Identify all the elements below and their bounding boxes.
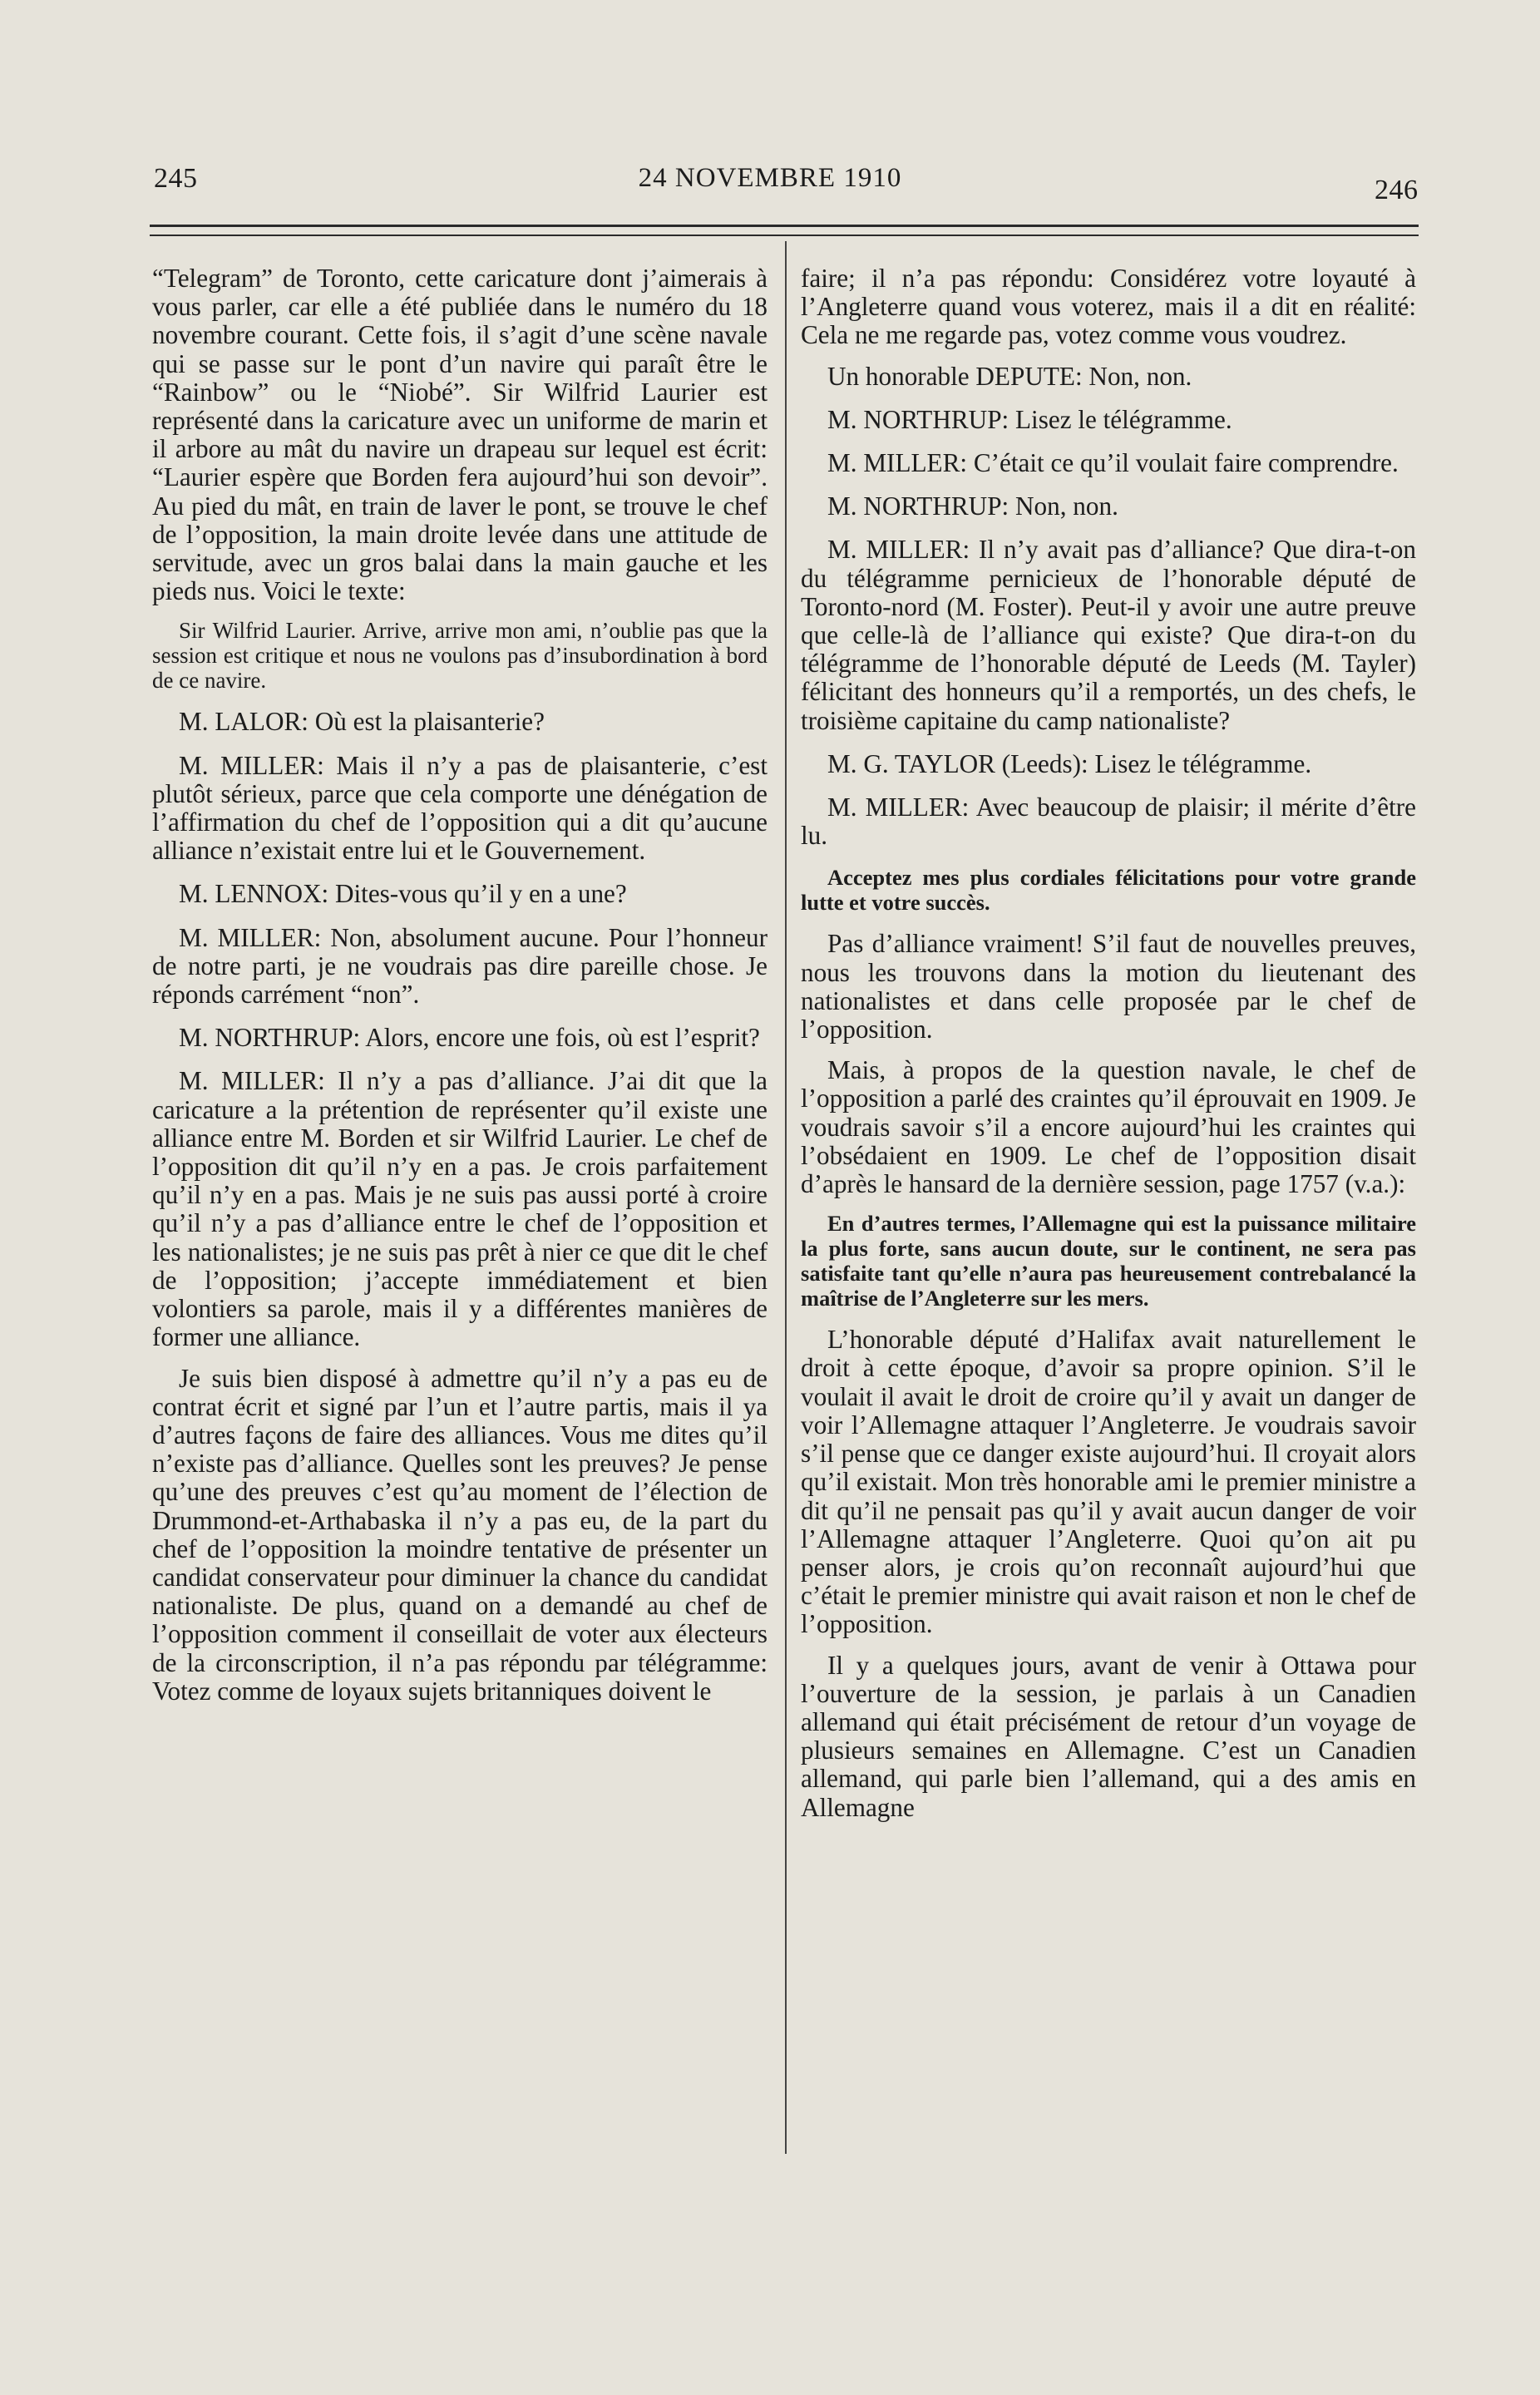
left-column xyxy=(152,264,768,1718)
paragraph: M. NORTHRUP: Lisez le télégramme. xyxy=(827,404,1232,434)
paragraph: M. MILLER: Il n’y a pas d’alliance. J’ai dit que la caricature a la prétention de représenter qu’il existe une alliance entre M. Borden et sir Wilfrid Laurier. Le chef de l’opposition dit qu’il n’y en a pas. Je crois parfaitement qu’il n’y en a pas. Mais je ne suis pas aussi porté à croire qu’il n’y a pas d’alliance entre le chef de l’opposition et les nationalistes; je ne suis pas prêt à nier ce que dit le chef de l’opposition; j’accepte immédiatement et bien volontiers sa parole, mais il y a différentes manières de former une alliance. xyxy=(152,1066,768,1352)
column-divider xyxy=(785,241,787,2154)
page-number-left: 245 xyxy=(154,163,198,194)
paragraph: M. MILLER: Avec beaucoup de plaisir; il mérite d’être lu. xyxy=(801,793,1416,851)
paragraph: Pas d’alliance vraiment! S’il faut de nouvelles preuves, nous les trouvons dans la motion du lieutenant des nationalistes et dans celle proposée par le chef de l’opposition. xyxy=(801,929,1416,1044)
paragraph: Je suis bien disposé à admettre qu’il n’y a pas eu de contrat écrit et signé par l’un et l’autre partis, mais il ya d’autres façons de faire des alliances. Vous me dites qu’il n’existe pas d’alliance. Quelles sont les preuves? Je pense qu’une des preuves c’est qu’au moment de l’élection de Drummond-et-Arthabaska il n’y a pas eu, de la part du chef de l’opposition la moindre tentative de présenter un candidat conservateur pour diminuer la chance du candidat nationaliste. De plus, quand on a demandé au chef de l’opposition comment il conseillait de voter aux électeurs de la circonscription, il n’a pas répondu par télégramme: Votez comme de loyaux sujets britanniques doivent le xyxy=(152,1363,768,1706)
page-date-header: 24 NOVEMBRE 1910 xyxy=(638,163,902,193)
quoted-text: Sir Wilfrid Laurier. Arrive, arrive mon ami, n’oublie pas que la session est critique et nous ne voulons pas d’insubordination à bord de ce navire. xyxy=(152,618,768,694)
paragraph: “Telegram” de Toronto, cette caricature dont j’aimerais à vous parler, car elle a été publiée dans le numéro du 18 novembre courant. Cette fois, il s’agit d’une scène navale qui se passe sur le pont d’un navire qui paraît être le “Rainbow” ou le “Niobé”. Sir Wilfrid Laurier est représenté dans la caricature avec un uniforme de marin et il arbore au mât du navire un drapeau sur lequel est écrit: “Laurier espère que Borden fera aujourd’hui son devoir”. Au pied du mât, en train de laver le pont, se trouve le chef de l’opposition, la main droite levée dans une attitude de servitude, avec un gros balai dans la main gauche et les pieds nus. Voici le texte: xyxy=(152,264,768,606)
paragraph: Mais, à propos de la question navale, le chef de l’opposition a parlé des craintes qu’il éprouvait en 1909. Je voudrais savoir s’il a encore aujourd’hui les craintes qui l’obsédaient en 1909. Le chef de l’opposition disait d’après le hansard de la dernière session, page 1757 (v.a.): xyxy=(801,1055,1416,1199)
paragraph: M. MILLER: Il n’y avait pas d’alliance? Que dira-t-on du télégramme pernicieux de l’honorable député de Toronto-nord (M. Foster). Peut-il y avoir une autre preuve que celle-là de l’alliance qui existe? Que dira-t-on du télégramme de l’honorable député de Leeds (M. Tayler) félicitant des honneurs qu’il a remportés, un des chefs, le troisième capitaine du camp nationaliste? xyxy=(801,535,1416,735)
paragraph: M. LENNOX: Dites-vous qu’il y en a une? xyxy=(179,879,627,909)
header-rule-top xyxy=(150,225,1419,227)
header-rule-bottom xyxy=(150,235,1419,236)
paragraph: Il y a quelques jours, avant de venir à Ottawa pour l’ouverture de la session, je parlais à un Canadien allemand qui était précisément de retour d’un voyage de plusieurs semaines en Allemagne. C’est un Canadien allemand, qui parle bien l’allemand, qui a des amis en Allemagne xyxy=(801,1650,1416,1822)
page-number-right: 246 xyxy=(1375,175,1419,205)
paragraph: M. NORTHRUP: Non, non. xyxy=(827,491,1118,521)
paragraph: M. G. TAYLOR (Leeds): Lisez le télégramme. xyxy=(827,748,1312,778)
quoted-text: Acceptez mes plus cordiales félicitations pour votre grande lutte et votre succès. xyxy=(801,865,1416,916)
paragraph: M. NORTHRUP: Alors, encore une fois, où est l’esprit? xyxy=(179,1023,760,1053)
paragraph: M. MILLER: C’était ce qu’il voulait faire comprendre. xyxy=(827,448,1399,478)
right-column xyxy=(801,264,1416,1835)
paragraph: M. MILLER: Mais il n’y a pas de plaisanterie, c’est plutôt sérieux, parce que cela comporte une dénégation de l’affirmation du chef de l’opposition qui a dit qu’aucune alliance n’existait entre lui et le Gouvernement. xyxy=(152,750,768,866)
paragraph: M. LALOR: Où est la plaisanterie? xyxy=(179,707,545,737)
paragraph: M. MILLER: Non, absolument aucune. Pour l’honneur de notre parti, je ne voudrais pas dire pareille chose. Je réponds carrément “non”. xyxy=(152,922,768,1010)
paragraph: L’honorable député d’Halifax avait naturellement le droit à cette époque, d’avoir sa propre opinion. S’il le voulait il avait le droit de croire qu’il y avait un danger de voir l’Allemagne attaquer l’Angleterre. Je voudrais savoir s’il pense que ce danger existe aujourd’hui. Il croyait alors qu’il existait. Mon très honorable ami le premier ministre a dit qu’il ne pensait pas qu’il y avait aucun danger de voir l’Allemagne attaquer l’Angleterre. Quoi qu’on ait pu penser alors, je crois qu’on reconnaît aujourd’hui que c’était le premier ministre qui avait raison et non le chef de l’opposition. xyxy=(801,1325,1416,1639)
quoted-text: En d’autres termes, l’Allemagne qui est la puissance militaire la plus forte, sans aucun doute, sur le continent, ne sera pas satisfaite tant qu’elle n’aura pas heureusement contrebalancé la maîtrise de l’Angleterre sur les mers. xyxy=(801,1211,1416,1311)
paragraph: Un honorable DEPUTE: Non, non. xyxy=(827,361,1192,391)
paragraph: faire; il n’a pas répondu: Considérez votre loyauté à l’Angleterre quand vous voterez, mais il a dit en réalité: Cela ne me regarde pas, votez comme vous voudrez. xyxy=(801,264,1416,350)
